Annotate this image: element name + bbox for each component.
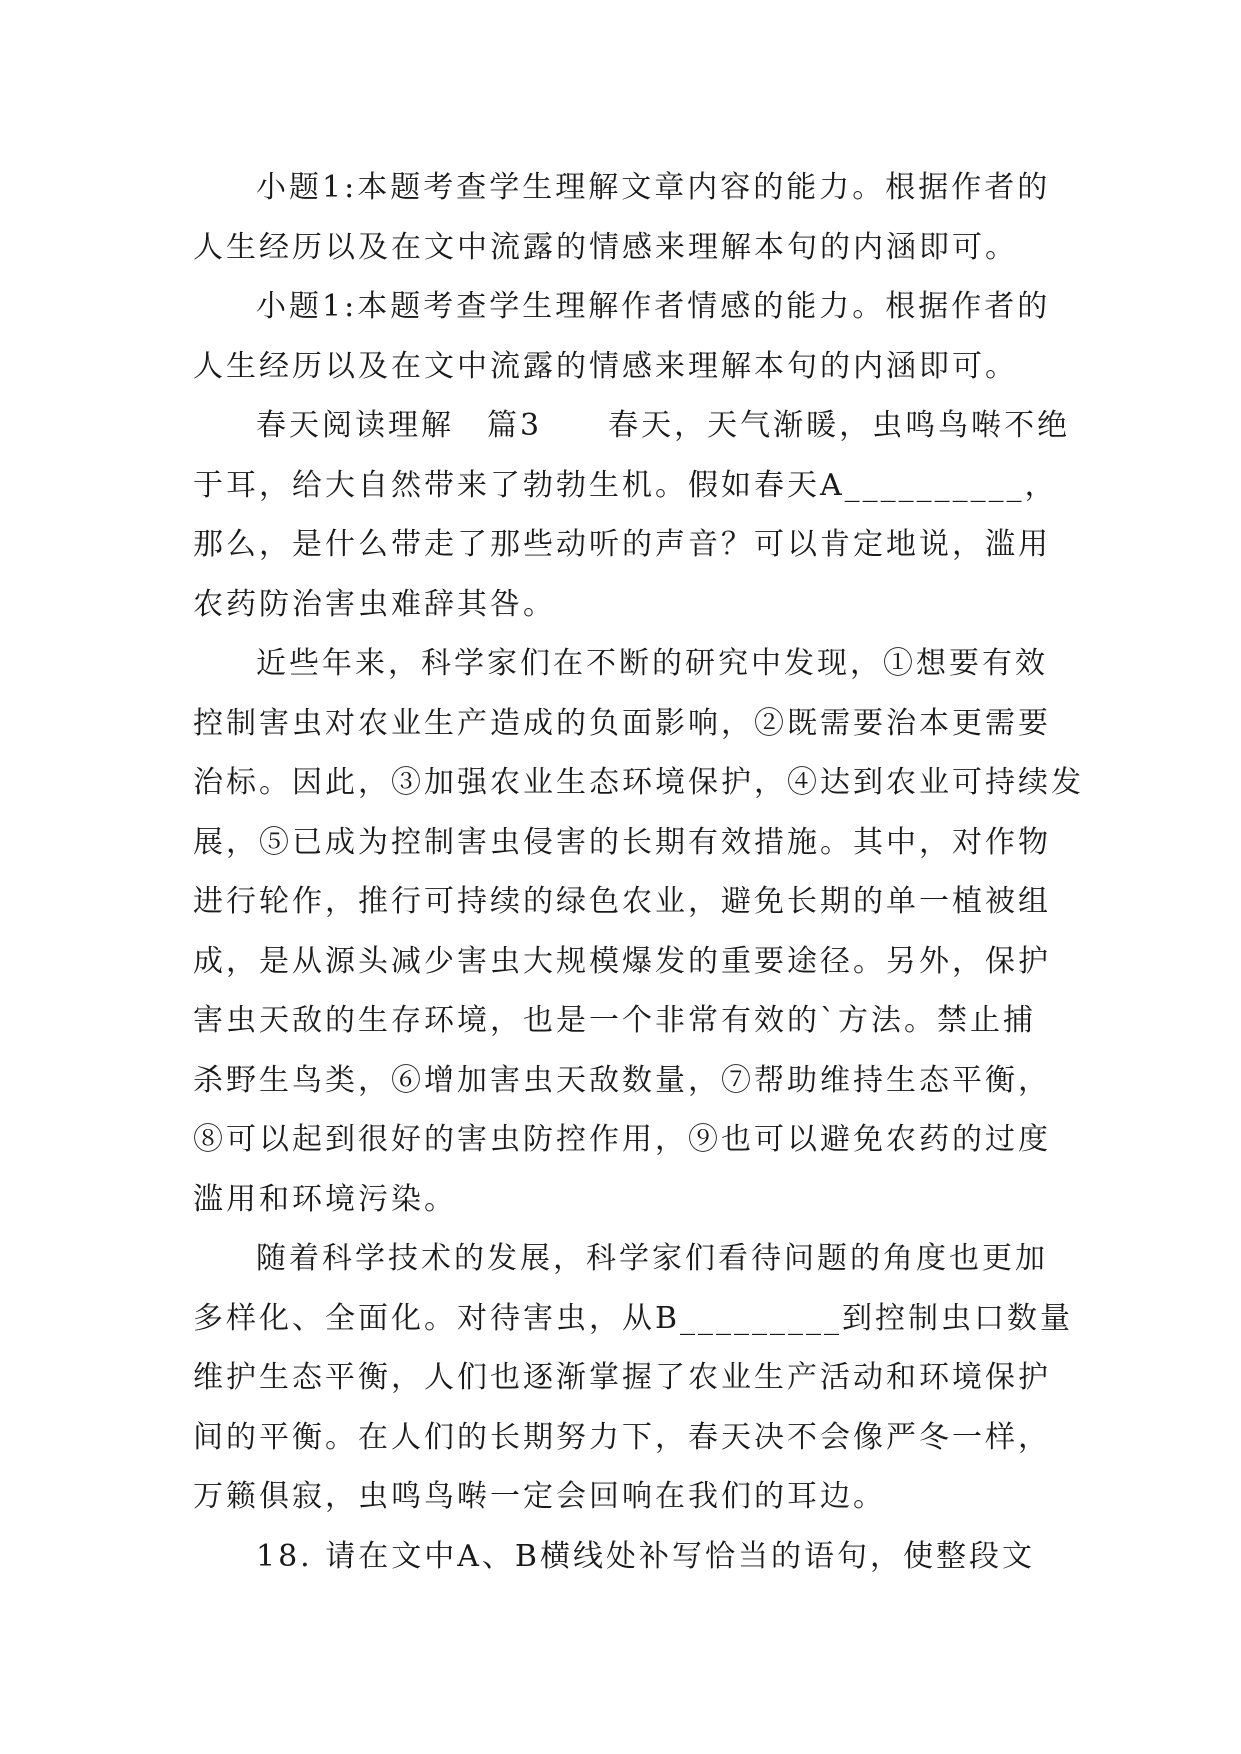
paragraph-passage-conclusion	[193, 1229, 1074, 1527]
text-line: 小题1:本题考查学生理解作者情感的能力。根据作者的	[256, 289, 1051, 324]
text-line: 维护生态平衡，人们也逐渐掌握了农业生产活动和环境保护	[193, 1360, 1051, 1395]
question-18	[193, 1527, 1053, 1587]
text-line: 展，⑤已成为控制害虫侵害的长期有效措施。其中，对作物	[193, 824, 1051, 860]
text-line: 杀野生鸟类，⑥增加害虫天敌数量，⑦帮助维持生态平衡，	[193, 1062, 1051, 1098]
text-line: 人生经历以及在文中流露的情感来理解本句的内涵即可。	[193, 348, 1018, 384]
paragraph-answer-2	[193, 277, 1053, 396]
text-line: 小题1:本题考查学生理解文章内容的能力。根据作者的	[256, 170, 1051, 205]
text-line: 那么，是什么带走了那些动听的声音？可以肯定地说，滥用	[193, 527, 1051, 562]
text-line: 18. 请在文中A、B横线处补写恰当的语句，使整段文	[256, 1538, 1035, 1574]
text-line: 于耳，给大自然带来了勃勃生机。假如春天A__________，	[193, 467, 1058, 503]
text-line: 间的平衡。在人们的长期努力下，春天决不会像严冬一样，	[193, 1419, 1051, 1455]
text-line: 滥用和环境污染。	[193, 1181, 457, 1217]
text-line: ⑧可以起到很好的害虫防控作用，⑨也可以避免农药的过度	[193, 1122, 1051, 1157]
document-page	[193, 158, 1084, 1586]
paragraph-passage-body	[193, 634, 1084, 1229]
text-line: 控制害虫对农业生产造成的负面影响，②既需要治本更需要	[193, 705, 1051, 741]
text-line: 春天阅读理解 篇3 春天，天气渐暖，虫鸣鸟啭不绝	[256, 408, 1071, 443]
text-line: 近些年来，科学家们在不断的研究中发现，①想要有效	[256, 646, 1048, 681]
text-line: 随着科学技术的发展，科学家们看待问题的角度也更加	[256, 1241, 1048, 1276]
text-line: 治标。因此，③加强农业生态环境保护，④达到农业可持续发	[193, 765, 1084, 800]
text-line: 人生经历以及在文中流露的情感来理解本句的内涵即可。	[193, 229, 1018, 265]
text-line: 多样化、全面化。对待害虫，从B_________到控制虫口数量	[193, 1300, 1074, 1336]
text-line: 农药防治害虫难辞其咎。	[193, 586, 556, 622]
paragraph-passage-intro	[193, 396, 1071, 634]
text-line: 万籁俱寂，虫鸣鸟啭一定会回响在我们的耳边。	[193, 1479, 886, 1514]
paragraph-answer-1	[193, 158, 1053, 277]
text-line: 害虫天敌的生存环境，也是一个非常有效的`方法。禁止捕	[193, 1003, 1036, 1038]
text-line: 成，是从源头减少害虫大规模爆发的重要途径。另外，保护	[193, 943, 1051, 979]
text-line: 进行轮作，推行可持续的绿色农业，避免长期的单一植被组	[193, 884, 1051, 919]
